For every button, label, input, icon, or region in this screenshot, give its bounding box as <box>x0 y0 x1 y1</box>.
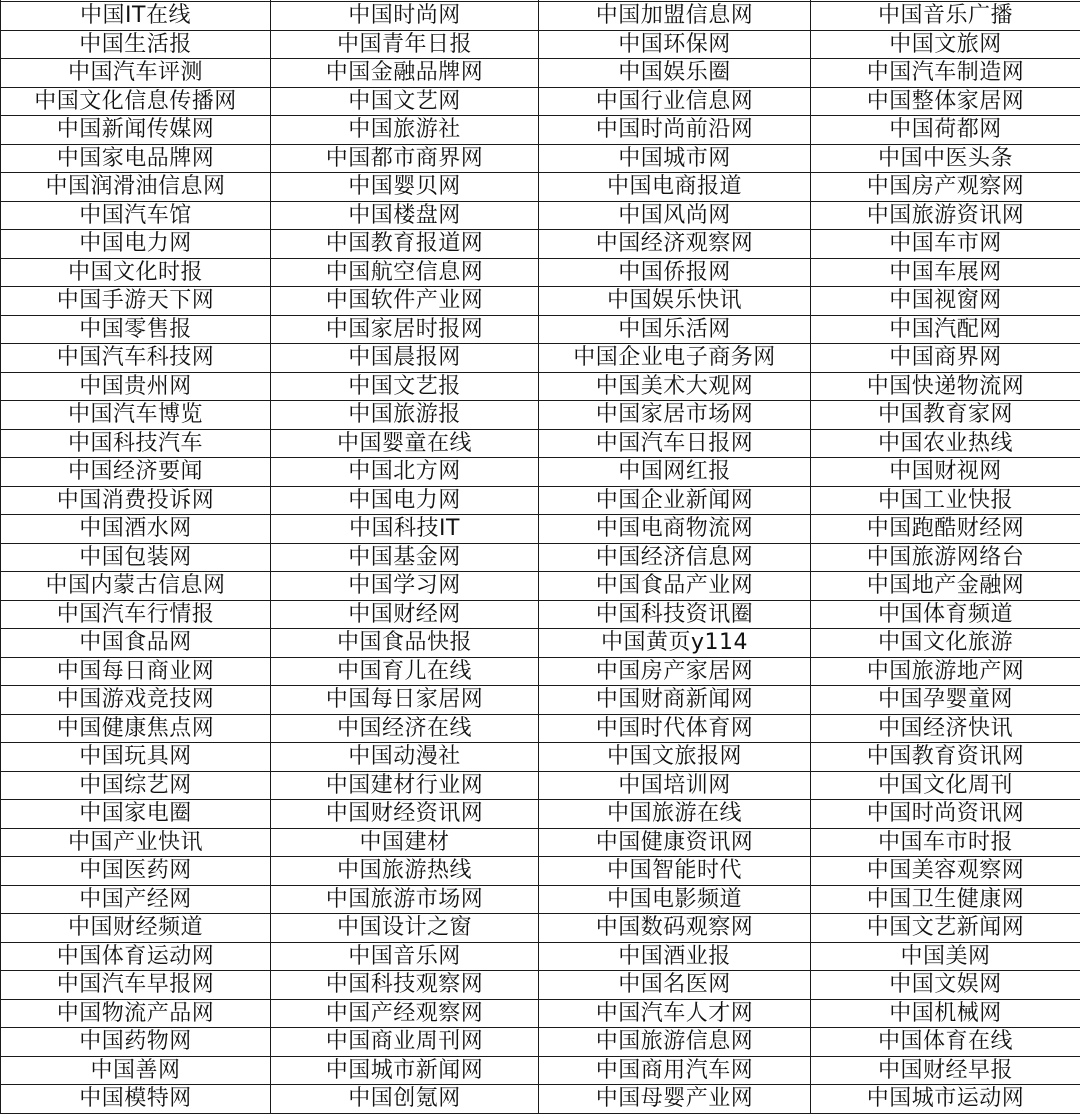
table-row <box>1 857 1080 886</box>
table-cell: 中国环保网 <box>539 30 811 59</box>
table-cell: 中国汽车人才网 <box>539 999 811 1028</box>
table-cell: 中国娱乐圈 <box>539 59 811 88</box>
table-cell: 中国科技IT <box>271 515 539 544</box>
table-cell: 中国育儿在线 <box>271 657 539 686</box>
table-cell: 中国数码观察网 <box>539 914 811 943</box>
table-cell: 中国酒业报 <box>539 942 811 971</box>
table-cell: 中国食品产业网 <box>539 572 811 601</box>
table-row <box>1 401 1080 430</box>
table-cell: 中国黄页y114 <box>539 629 811 658</box>
table-cell: 中国建材行业网 <box>271 771 539 800</box>
table-cell: 中国楼盘网 <box>271 201 539 230</box>
table-cell: 中国IT在线 <box>1 2 271 31</box>
table-cell: 中国网红报 <box>539 458 811 487</box>
table-cell: 中国财经频道 <box>1 914 271 943</box>
table-cell: 中国汽配网 <box>811 315 1080 344</box>
table-cell: 中国健康焦点网 <box>1 714 271 743</box>
table-cell: 中国文旅报网 <box>539 743 811 772</box>
table-cell: 中国商界网 <box>811 344 1080 373</box>
table-cell: 中国荷都网 <box>811 116 1080 145</box>
table-cell: 中国综艺网 <box>1 771 271 800</box>
table-cell: 中国产业快讯 <box>1 828 271 857</box>
table-cell: 中国旅游报 <box>271 401 539 430</box>
table-cell: 中国航空信息网 <box>271 258 539 287</box>
table-cell: 中国家电圈 <box>1 800 271 829</box>
table-cell: 中国科技观察网 <box>271 971 539 1000</box>
table-cell: 中国文旅网 <box>811 30 1080 59</box>
table-cell: 中国房产家居网 <box>539 657 811 686</box>
table-cell: 中国财经资讯网 <box>271 800 539 829</box>
table-cell: 中国学习网 <box>271 572 539 601</box>
site-list-body <box>1 0 1080 1113</box>
table-cell: 中国旅游在线 <box>539 800 811 829</box>
table-row <box>1 1028 1080 1057</box>
table-cell: 中国产经观察网 <box>271 999 539 1028</box>
table-cell: 中国跑酷财经网 <box>811 515 1080 544</box>
table-cell: 中国软件产业网 <box>271 287 539 316</box>
table-cell: 中国科技汽车 <box>1 429 271 458</box>
table-cell: 中国音乐广播 <box>811 2 1080 31</box>
table-cell: 中国时尚资讯网 <box>811 800 1080 829</box>
table-cell: 中国加盟信息网 <box>539 2 811 31</box>
table-cell: 中国金融品牌网 <box>271 59 539 88</box>
table-cell: 中国视窗网 <box>811 287 1080 316</box>
table-cell: 中国经济在线 <box>271 714 539 743</box>
table-row <box>1 258 1080 287</box>
table-cell: 中国教育资讯网 <box>811 743 1080 772</box>
table-row <box>1 942 1080 971</box>
table-cell: 中国美容观察网 <box>811 857 1080 886</box>
table-cell: 中国文化周刊 <box>811 771 1080 800</box>
table-cell: 中国汽车制造网 <box>811 59 1080 88</box>
table-cell: 中国中医头条 <box>811 144 1080 173</box>
table-cell: 中国旅游市场网 <box>271 885 539 914</box>
table-row <box>1 230 1080 259</box>
table-row <box>1 315 1080 344</box>
table-cell: 中国体育在线 <box>811 1028 1080 1057</box>
table-cell: 中国文化时报 <box>1 258 271 287</box>
table-cell: 中国美术大观网 <box>539 372 811 401</box>
table-cell: 中国旅游热线 <box>271 857 539 886</box>
table-cell: 中国财经网 <box>271 600 539 629</box>
table-cell: 中国游戏竞技网 <box>1 686 271 715</box>
table-cell: 中国物流产品网 <box>1 999 271 1028</box>
table-cell: 中国酒水网 <box>1 515 271 544</box>
table-cell: 中国汽车馆 <box>1 201 271 230</box>
table-cell: 中国经济要闻 <box>1 458 271 487</box>
table-cell: 中国包装网 <box>1 543 271 572</box>
table-cell: 中国都市商界网 <box>271 144 539 173</box>
table-row <box>1 30 1080 59</box>
table-cell: 中国创氪网 <box>271 1085 539 1114</box>
table-cell: 中国贵州网 <box>1 372 271 401</box>
table-cell: 中国乐活网 <box>539 315 811 344</box>
table-cell: 中国家电品牌网 <box>1 144 271 173</box>
table-cell: 中国动漫社 <box>271 743 539 772</box>
table-cell: 中国科技资讯圈 <box>539 600 811 629</box>
table-cell: 中国基金网 <box>271 543 539 572</box>
table-cell: 中国文艺报 <box>271 372 539 401</box>
table-cell: 中国玩具网 <box>1 743 271 772</box>
table-cell: 中国生活报 <box>1 30 271 59</box>
table-cell: 中国食品网 <box>1 629 271 658</box>
table-cell: 中国青年日报 <box>271 30 539 59</box>
table-cell: 中国经济信息网 <box>539 543 811 572</box>
table-row <box>1 572 1080 601</box>
table-cell: 中国晨报网 <box>271 344 539 373</box>
table-cell: 中国电商物流网 <box>539 515 811 544</box>
table-cell: 中国行业信息网 <box>539 87 811 116</box>
table-cell: 中国财视网 <box>811 458 1080 487</box>
table-cell: 中国电影频道 <box>539 885 811 914</box>
table-cell: 中国药物网 <box>1 1028 271 1057</box>
table-cell: 中国财经早报 <box>811 1056 1080 1085</box>
table-cell: 中国快递物流网 <box>811 372 1080 401</box>
table-cell: 中国模特网 <box>1 1085 271 1114</box>
table-cell: 中国零售报 <box>1 315 271 344</box>
table-cell: 中国城市新闻网 <box>271 1056 539 1085</box>
table-cell: 中国北方网 <box>271 458 539 487</box>
table-cell: 中国体育运动网 <box>1 942 271 971</box>
table-row <box>1 116 1080 145</box>
table-cell: 中国企业新闻网 <box>539 486 811 515</box>
table-row <box>1 458 1080 487</box>
table-cell: 中国旅游信息网 <box>539 1028 811 1057</box>
table-cell: 中国汽车日报网 <box>539 429 811 458</box>
table-row <box>1 201 1080 230</box>
table-row <box>1 657 1080 686</box>
table-cell: 中国家居市场网 <box>539 401 811 430</box>
table-cell: 中国企业电子商务网 <box>539 344 811 373</box>
table-cell: 中国旅游地产网 <box>811 657 1080 686</box>
table-cell: 中国文艺网 <box>271 87 539 116</box>
table-cell: 中国内蒙古信息网 <box>1 572 271 601</box>
table-cell: 中国城市运动网 <box>811 1085 1080 1114</box>
table-cell: 中国婴童在线 <box>271 429 539 458</box>
table-row <box>1 828 1080 857</box>
table-row <box>1 515 1080 544</box>
table-row <box>1 800 1080 829</box>
table-cell: 中国孕婴童网 <box>811 686 1080 715</box>
table-cell: 中国经济快讯 <box>811 714 1080 743</box>
table-cell: 中国婴贝网 <box>271 173 539 202</box>
table-row <box>1 714 1080 743</box>
table-cell: 中国商业周刊网 <box>271 1028 539 1057</box>
table-cell: 中国车市网 <box>811 230 1080 259</box>
table-cell: 中国地产金融网 <box>811 572 1080 601</box>
table-cell: 中国文艺新闻网 <box>811 914 1080 943</box>
table-cell: 中国汽车早报网 <box>1 971 271 1000</box>
table-cell: 中国美网 <box>811 942 1080 971</box>
table-cell: 中国电力网 <box>271 486 539 515</box>
table-cell: 中国城市网 <box>539 144 811 173</box>
table-cell: 中国产经网 <box>1 885 271 914</box>
table-cell: 中国家居时报网 <box>271 315 539 344</box>
table-cell: 中国旅游资讯网 <box>811 201 1080 230</box>
table-row <box>1 914 1080 943</box>
table-cell: 中国智能时代 <box>539 857 811 886</box>
table-cell: 中国消费投诉网 <box>1 486 271 515</box>
table-cell: 中国文化信息传播网 <box>1 87 271 116</box>
table-cell: 中国工业快报 <box>811 486 1080 515</box>
table-cell: 中国房产观察网 <box>811 173 1080 202</box>
table-cell: 中国风尚网 <box>539 201 811 230</box>
table-cell: 中国时代体育网 <box>539 714 811 743</box>
table-cell: 中国体育频道 <box>811 600 1080 629</box>
table-cell: 中国文化旅游 <box>811 629 1080 658</box>
table-cell: 中国润滑油信息网 <box>1 173 271 202</box>
table-row <box>1 771 1080 800</box>
table-cell: 中国时尚网 <box>271 2 539 31</box>
table-cell: 中国机械网 <box>811 999 1080 1028</box>
table-row <box>1 59 1080 88</box>
table-cell: 中国商用汽车网 <box>539 1056 811 1085</box>
table-row <box>1 1056 1080 1085</box>
table-cell: 中国文娱网 <box>811 971 1080 1000</box>
table-cell: 中国汽车博览 <box>1 401 271 430</box>
table-row <box>1 1085 1080 1114</box>
table-row <box>1 971 1080 1000</box>
table-cell: 中国车展网 <box>811 258 1080 287</box>
table-cell: 中国食品快报 <box>271 629 539 658</box>
table-cell: 中国名医网 <box>539 971 811 1000</box>
table-row <box>1 600 1080 629</box>
table-cell: 中国医药网 <box>1 857 271 886</box>
table-cell: 中国卫生健康网 <box>811 885 1080 914</box>
table-row <box>1 486 1080 515</box>
table-cell: 中国旅游社 <box>271 116 539 145</box>
table-row <box>1 144 1080 173</box>
table-cell: 中国电力网 <box>1 230 271 259</box>
table-cell: 中国汽车行情报 <box>1 600 271 629</box>
table-cell: 中国每日家居网 <box>271 686 539 715</box>
table-row <box>1 629 1080 658</box>
table-cell: 中国新闻传媒网 <box>1 116 271 145</box>
table-cell: 中国汽车科技网 <box>1 344 271 373</box>
table-row <box>1 543 1080 572</box>
table-cell: 中国建材 <box>271 828 539 857</box>
table-row <box>1 87 1080 116</box>
table-row <box>1 173 1080 202</box>
table-cell: 中国娱乐快讯 <box>539 287 811 316</box>
table-cell: 中国旅游网络台 <box>811 543 1080 572</box>
table-cell: 中国农业热线 <box>811 429 1080 458</box>
table-cell: 中国汽车评测 <box>1 59 271 88</box>
table-row <box>1 372 1080 401</box>
table-cell: 中国车市时报 <box>811 828 1080 857</box>
table-cell: 中国财商新闻网 <box>539 686 811 715</box>
table-cell: 中国侨报网 <box>539 258 811 287</box>
table-cell: 中国手游天下网 <box>1 287 271 316</box>
table-row <box>1 999 1080 1028</box>
table-cell: 中国整体家居网 <box>811 87 1080 116</box>
table-row <box>1 2 1080 31</box>
table-cell: 中国教育家网 <box>811 401 1080 430</box>
table-cell: 中国设计之窗 <box>271 914 539 943</box>
table-cell: 中国母婴产业网 <box>539 1085 811 1114</box>
table-row <box>1 686 1080 715</box>
table-row <box>1 743 1080 772</box>
table-row <box>1 885 1080 914</box>
table-row <box>1 287 1080 316</box>
table-cell: 中国善网 <box>1 1056 271 1085</box>
table-row <box>1 344 1080 373</box>
table-cell: 中国电商报道 <box>539 173 811 202</box>
table-cell: 中国时尚前沿网 <box>539 116 811 145</box>
table-cell: 中国每日商业网 <box>1 657 271 686</box>
table-row <box>1 429 1080 458</box>
table-cell: 中国培训网 <box>539 771 811 800</box>
table-cell: 中国经济观察网 <box>539 230 811 259</box>
table-cell: 中国教育报道网 <box>271 230 539 259</box>
table-cell: 中国健康资讯网 <box>539 828 811 857</box>
table-cell: 中国音乐网 <box>271 942 539 971</box>
